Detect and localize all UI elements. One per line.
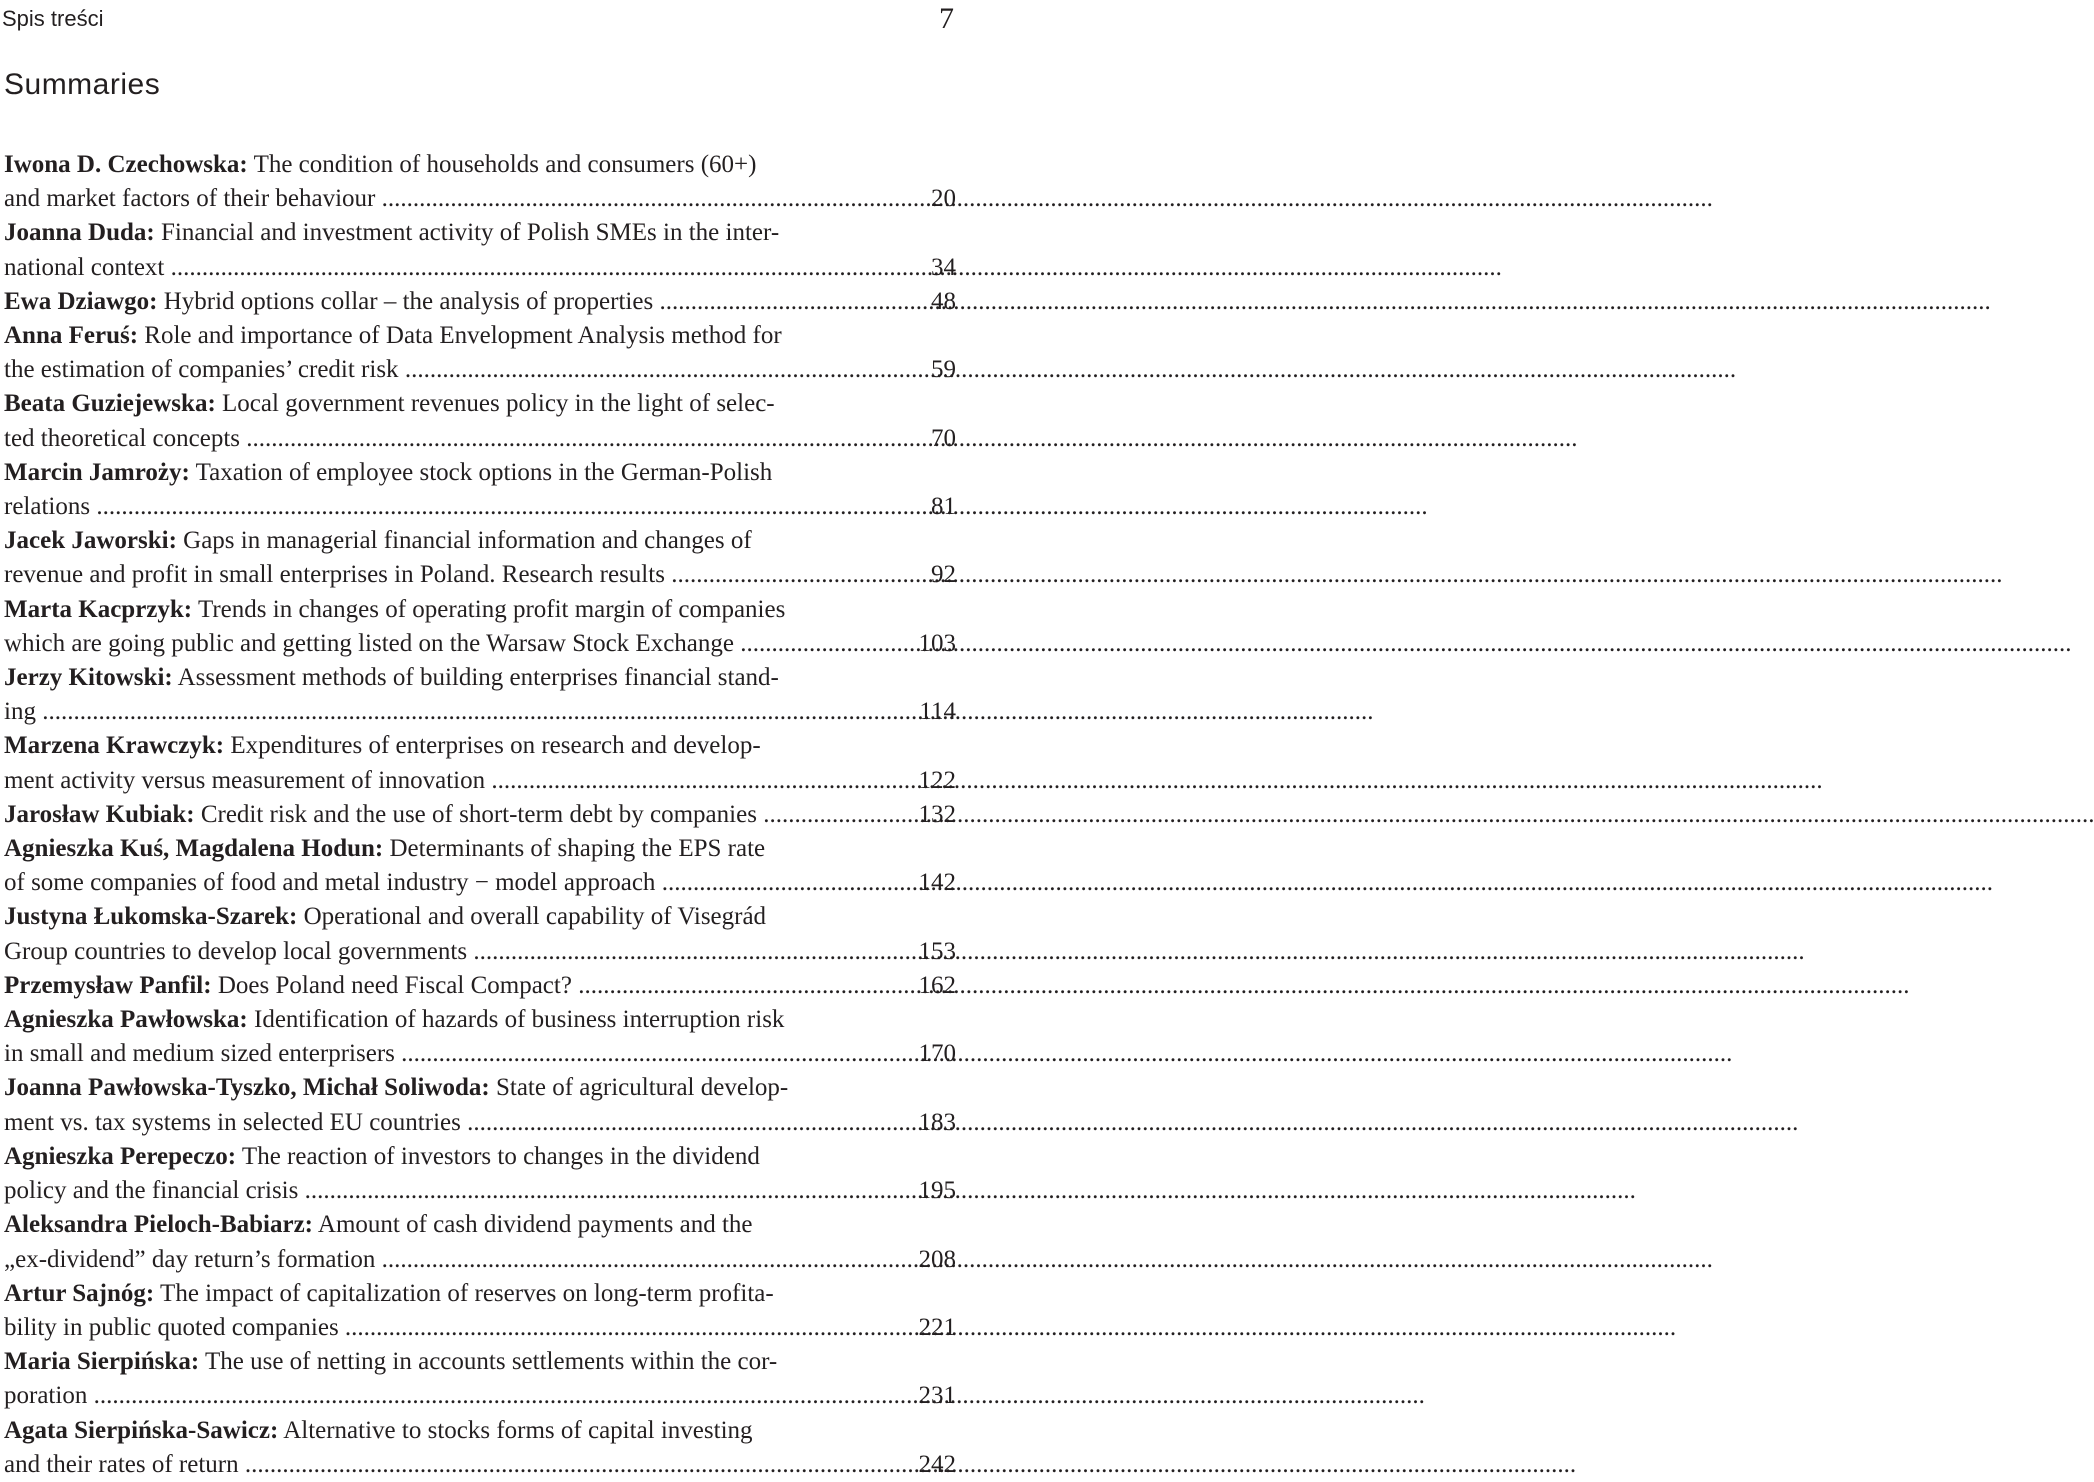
- dot-leader: [467, 938, 1805, 965]
- toc-entry[interactable]: [4, 285, 956, 319]
- entry-first-line: [4, 661, 882, 695]
- entry-body: [4, 832, 882, 900]
- toc-entry[interactable]: [4, 832, 956, 900]
- entry-author: Beata Guziejewska:: [4, 390, 216, 418]
- entry-title: Does Poland need Fiscal Compact?: [217, 971, 572, 999]
- entry-body: [4, 285, 882, 319]
- entry-second-line: [4, 1311, 882, 1345]
- entry-author: Agnieszka Kuś, Magdalena Hodun:: [4, 835, 384, 863]
- entry-author: Joanna Duda:: [4, 219, 155, 247]
- entry-author: Jacek Jaworski:: [4, 527, 177, 555]
- entry-page-number: 221: [918, 1313, 956, 1341]
- entry-title: The use of netting in accounts settlements within the cor-: [204, 1348, 778, 1376]
- entry-second-line: [4, 695, 882, 729]
- entry-first-line: [4, 1345, 882, 1379]
- entry-page-number: 170: [918, 1040, 956, 1068]
- entry-body: [4, 1140, 882, 1208]
- dot-leader: [375, 1246, 1713, 1273]
- entry-first-line: [4, 148, 882, 182]
- entry-first-line: [4, 969, 882, 1003]
- entry-page-number: 242: [918, 1450, 956, 1478]
- entry-title: Operational and overall capability of Visegrád: [303, 903, 767, 931]
- entry-body: [4, 729, 882, 797]
- dot-leader: [665, 561, 2003, 588]
- toc-entry[interactable]: [4, 456, 956, 524]
- dot-leader: [655, 869, 1993, 896]
- entry-second-line: [4, 251, 882, 285]
- entry-title: Local government revenues policy in the light of selec-: [222, 390, 775, 418]
- entry-body: [4, 456, 882, 524]
- entry-first-line: [4, 1071, 882, 1105]
- entry-body: [4, 1208, 882, 1276]
- entry-page-number: 162: [918, 971, 956, 999]
- entry-first-line: [4, 1414, 882, 1448]
- entry-body: [4, 1071, 882, 1139]
- entry-page-number: 153: [918, 937, 956, 965]
- dot-leader: [90, 493, 1428, 520]
- entry-title-continued: „ex-dividend” day return’s formation: [4, 1245, 376, 1273]
- entry-second-line: [4, 422, 882, 456]
- entry-body: [4, 319, 882, 387]
- entry-author: Justyna Łukomska-Szarek:: [4, 903, 298, 931]
- dot-leader: [339, 1314, 1677, 1341]
- entry-author: Marzena Krawczyk:: [4, 732, 225, 760]
- entry-title: Expenditures of enterprises on research and develop-: [230, 732, 761, 760]
- entry-second-line: [4, 866, 882, 900]
- entry-body: [4, 216, 882, 284]
- entry-title: The reaction of investors to changes in the dividend: [241, 1142, 760, 1170]
- dot-leader: [36, 698, 1374, 725]
- dot-leader: [164, 254, 1502, 281]
- entry-body: [4, 148, 882, 216]
- entry-title-continued: and market factors of their behaviour: [4, 185, 376, 213]
- entry-second-line: [4, 1379, 882, 1413]
- entry-title-continued: and their rates of return: [4, 1450, 239, 1478]
- entry-author: Maria Sierpińska:: [4, 1348, 200, 1376]
- entry-title-continued: policy and the financial crisis: [4, 1177, 299, 1205]
- entry-title-continued: ing: [4, 698, 36, 726]
- entry-second-line: [4, 627, 882, 661]
- entry-second-line: [4, 353, 882, 387]
- entry-title-continued: Group countries to develop local governments: [4, 937, 468, 965]
- entry-title-continued: national context: [4, 253, 165, 281]
- toc-entry[interactable]: [4, 319, 956, 387]
- entry-author: Marta Kacprzyk:: [4, 595, 193, 623]
- entry-title-continued: the estimation of companies’ credit risk: [4, 356, 399, 384]
- entry-second-line: [4, 490, 882, 524]
- entry-title-continued: poration: [4, 1382, 88, 1410]
- entry-author: Aleksandra Pieloch-Babiarz:: [4, 1211, 314, 1239]
- entry-first-line: [4, 900, 882, 934]
- entry-author: Jerzy Kitowski:: [4, 664, 173, 692]
- entry-body: [4, 1003, 882, 1071]
- entry-page-number: 142: [918, 869, 956, 897]
- entry-first-line: [4, 729, 882, 763]
- entry-first-line: [4, 1140, 882, 1174]
- toc-entry[interactable]: [4, 1208, 956, 1276]
- entry-title: Role and importance of Data Envelopment Analysis method for: [144, 322, 782, 350]
- toc-entry[interactable]: [4, 1003, 956, 1071]
- toc-entry[interactable]: [4, 387, 956, 455]
- toc-entry[interactable]: [4, 1140, 956, 1208]
- entry-page-number: 208: [918, 1245, 956, 1273]
- section-title: Summaries: [4, 68, 161, 101]
- entry-second-line: [4, 935, 882, 969]
- entry-first-line: [4, 1003, 882, 1037]
- entry-author: Agata Sierpińska-Sawicz:: [4, 1416, 279, 1444]
- entry-second-line: [4, 558, 882, 592]
- entry-body: [4, 1277, 882, 1345]
- entry-page-number: 59: [931, 356, 956, 384]
- entry-body: [4, 524, 882, 592]
- entry-page-number: 34: [931, 253, 956, 281]
- entry-title-continued: ment vs. tax systems in selected EU countries: [4, 1108, 461, 1136]
- dot-leader: [653, 288, 1991, 315]
- entry-first-line: [4, 216, 882, 250]
- entry-page-number: 20: [931, 185, 956, 213]
- entry-page-number: 122: [918, 766, 956, 794]
- entry-title: Credit risk and the use of short-term debt by companies: [200, 800, 757, 828]
- entry-second-line: [4, 1174, 882, 1208]
- toc-entry[interactable]: [4, 1277, 956, 1345]
- toc-entry[interactable]: [4, 729, 956, 797]
- entry-title-continued: which are going public and getting listed on the Warsaw Stock Exchange: [4, 629, 734, 657]
- entry-author: Iwona D. Czechowska:: [4, 151, 248, 178]
- dot-leader: [375, 185, 1713, 212]
- entry-author: Agnieszka Perepeczo:: [4, 1142, 237, 1170]
- toc-entry[interactable]: [4, 524, 956, 592]
- entry-page-number: 231: [918, 1382, 956, 1410]
- entry-author: Agnieszka Pawłowska:: [4, 1006, 248, 1034]
- entry-first-line: [4, 1277, 882, 1311]
- entry-page-number: 92: [931, 561, 956, 589]
- entry-second-line: [4, 1243, 882, 1277]
- entry-page-number: 195: [918, 1177, 956, 1205]
- entry-page-number: 70: [931, 424, 956, 452]
- dot-leader: [461, 1109, 1799, 1136]
- entry-body: [4, 1345, 882, 1413]
- toc-entry[interactable]: [4, 1071, 956, 1139]
- entry-title-continued: relations: [4, 493, 91, 521]
- toc-entry[interactable]: [4, 593, 956, 661]
- entry-first-line: [4, 593, 882, 627]
- entry-author: Joanna Pawłowska-Tyszko, Michał Soliwoda:: [4, 1074, 490, 1102]
- dot-leader: [757, 801, 2094, 828]
- entry-second-line: [4, 1106, 882, 1140]
- entry-title: Hybrid options collar – the analysis of properties: [163, 287, 654, 315]
- toc-entry[interactable]: [4, 1414, 956, 1482]
- dot-leader: [572, 972, 1910, 999]
- entry-title-continued: in small and medium sized enterprisers: [4, 1040, 395, 1068]
- entry-author: Jarosław Kubiak:: [4, 800, 195, 828]
- toc-entry[interactable]: [4, 661, 956, 729]
- entry-second-line: [4, 182, 882, 216]
- entry-first-line: [4, 832, 882, 866]
- entry-title-continued: ment activity versus measurement of innovation: [4, 766, 486, 794]
- entry-body: [4, 900, 882, 968]
- entry-title: The condition of households and consumers (60+): [253, 151, 757, 178]
- entry-page-number: 132: [918, 800, 956, 828]
- toc-entry[interactable]: [4, 1345, 956, 1413]
- dot-leader: [485, 767, 1823, 794]
- entry-author: Artur Sajnóg:: [4, 1279, 155, 1307]
- entry-first-line: [4, 798, 882, 832]
- entry-title: Trends in changes of operating profit margin of companies: [197, 595, 786, 623]
- entry-body: [4, 593, 882, 661]
- running-head: Spis treści: [2, 6, 104, 31]
- entry-page-number: 183: [918, 1108, 956, 1136]
- entry-first-line: [4, 285, 882, 319]
- toc-entry[interactable]: [4, 148, 956, 216]
- entry-title: Assessment methods of building enterprises financial stand-: [177, 664, 779, 692]
- entry-body: [4, 798, 882, 832]
- entry-title: Alternative to stocks forms of capital investing: [283, 1416, 753, 1444]
- toc-entry[interactable]: [4, 216, 956, 284]
- entry-author: Przemysław Panfil:: [4, 971, 212, 999]
- entry-title: The impact of capitalization of reserves on long-term profita-: [160, 1279, 774, 1307]
- entry-title-continued: of some companies of food and metal industry − model approach: [4, 869, 656, 897]
- entry-title-continued: revenue and profit in small enterprises in Poland. Research results: [4, 561, 665, 589]
- toc-entry[interactable]: [4, 969, 956, 1003]
- entry-body: [4, 1414, 882, 1482]
- entry-title: Taxation of employee stock options in the German-Polish: [195, 458, 773, 486]
- entry-page-number: 114: [919, 698, 956, 726]
- entry-page-number: 103: [918, 629, 956, 657]
- entry-title-continued: ted theoretical concepts: [4, 424, 240, 452]
- entry-first-line: [4, 319, 882, 353]
- dot-leader: [395, 1040, 1733, 1067]
- entry-body: [4, 387, 882, 455]
- page-number: 7: [939, 2, 954, 35]
- entry-second-line: [4, 1037, 882, 1071]
- table-of-contents: [4, 148, 956, 1482]
- toc-entry[interactable]: [4, 900, 956, 968]
- entry-second-line: [4, 1448, 882, 1482]
- entry-title: Amount of cash dividend payments and the: [317, 1211, 753, 1239]
- entry-second-line: [4, 764, 882, 798]
- entry-title: State of agricultural develop-: [495, 1074, 789, 1102]
- entry-page-number: 81: [931, 493, 956, 521]
- entry-first-line: [4, 456, 882, 490]
- entry-body: [4, 661, 882, 729]
- entry-first-line: [4, 524, 882, 558]
- dot-leader: [298, 1177, 1636, 1204]
- dot-leader: [87, 1382, 1425, 1409]
- entry-author: Marcin Jamroży:: [4, 458, 190, 486]
- entry-page-number: 48: [931, 287, 956, 315]
- entry-title: Determinants of shaping the EPS rate: [389, 835, 766, 863]
- entry-title: Gaps in managerial financial information and changes of: [183, 527, 752, 555]
- entry-body: [4, 969, 882, 1003]
- toc-entry[interactable]: [4, 798, 956, 832]
- entry-author: Anna Feruś:: [4, 322, 139, 350]
- entry-title-continued: bility in public quoted companies: [4, 1313, 339, 1341]
- entry-title: Identification of hazards of business interruption risk: [254, 1006, 785, 1034]
- dot-leader: [399, 356, 1737, 383]
- entry-first-line: [4, 1208, 882, 1242]
- entry-first-line: [4, 387, 882, 421]
- entry-title: Financial and investment activity of Polish SMEs in the inter-: [161, 219, 780, 247]
- entry-author: Ewa Dziawgo:: [4, 287, 158, 315]
